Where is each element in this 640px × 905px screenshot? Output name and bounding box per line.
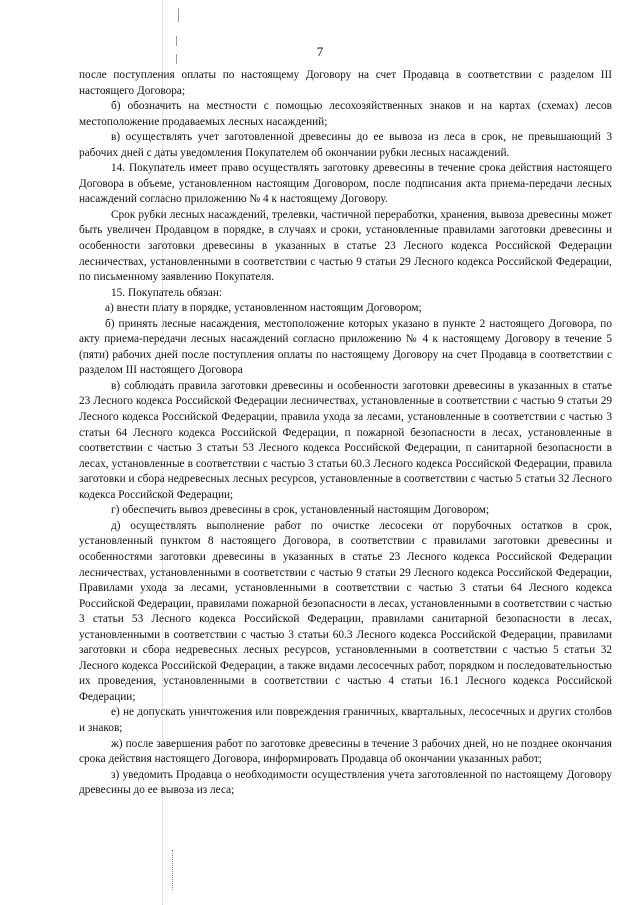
paragraph: е) не допускать уничтожения или повреждения граничных, квартальных, лесосечных и других столбов и знаков;: [79, 706, 612, 734]
document-body: [79, 68, 612, 799]
paragraph: ж) после завершения работ по заготовке древесины в течение 3 рабочих дней, но не позднее окончания срока действия настоящего Договора, информировать Продавца об окончании указанных работ;: [79, 737, 612, 766]
paragraph: б) принять лесные насаждения, местоположение которых указано в пункте 2 настоящего Договора, по акту приема-передачи лесных насаждений согласно приложению № 4 к настоящему Договору в течение 5 (пяти) рабочих дней после поступления оплаты по настоящему Договору на счет Продавца в соответствии с разделом III настоящего Договора: [79, 317, 612, 377]
paragraph: после поступления оплаты по настоящему Договору на счет Продавца в соответствии с разделом III настоящего Договора;: [79, 69, 612, 97]
paragraph: д) осуществлять выполнение работ по очистке лесосеки от порубочных остатков в срок, установленный пунктом 8 настоящего Договора, в соответствии с правилами заготовки древесины и особенностями заготовки древесины в указанных в статье 23 Лесного кодекса Российской Федерации лесничествах, установленными в соответствии с частью 9 статьи 29 Лесного кодекса Российской Федерации, Правилами ухода за лесами, установленными в соответствии с частью 3 статьи 64 Лесного кодекса Российской Федерации, правилами пожарной безопасности в лесах, установленными в соответствии с частью 3 статьи 53 Лесного кодекса Российской Федерации, правилами санитарной безопасности в лесах, установленными в соответствии с частью 3 статьи 60.3 Лесного кодекса Российской Федерации, правилами заготовки и сбора недревесных лесных ресурсов, установленными в соответствии с частью 5 статьи 32 Лесного кодекса Российской Федерации, а также видами лесосечных работ, порядком и последовательностью их проведения, установленными в соответствии с частью 4 статьи 16.1 Лесного кодекса Российской Федерации;: [79, 519, 612, 703]
paragraph: 15. Покупатель обязан:: [111, 286, 223, 299]
paragraph: б) обозначить на местности с помощью лесохозяйственных знаков и на картах (схемах) лесов местоположение продаваемых лесных насаждений;: [79, 100, 612, 128]
margin-mark: [172, 850, 175, 890]
paragraph: г) обеспечить вывоз древесины в срок, установленный настоящим Договором;: [111, 504, 490, 517]
paragraph: в) соблюдать правила заготовки древесины и особенности заготовки древесины в указанных в статье 23 Лесного кодекса Российской Федерации лесничествах, установленные в соответствии с частью 9 статьи 29 Лесного кодекса Российской Федерации, правила ухода за лесами, установленные в соответствии с частью 3 статьи 64 Лесного кодекса Российской Федерации, п пожарной безопасности в лесах, установленные в соответствии с частью 3 статьи 53 Лесного кодекса Российской Федерации, п санитарной безопасности в лесах, установленные в соответствии с частью 3 статьи 60.3 Лесного кодекса Российской Федерации, правила заготовки и сбора недревесных лесных ресурсов, установленные в соответствии с частью 5 статьи 32 Лесного кодекса Российской Федерации;: [79, 379, 612, 501]
page-number: 7: [316, 44, 324, 59]
paragraph: з) уведомить Продавца о необходимости осуществления учета заготовленной по настоящему Договору древесины до ее вывоза из леса;: [79, 768, 612, 797]
paragraph: а) внести плату в порядке, установленном настоящим Договором;: [105, 302, 422, 315]
paragraph: Срок рубки лесных насаждений, трелевки, частичной переработки, хранения, вывоза древесины может быть увеличен Продавцом в порядке, в случаях и сроки, установленные правилами заготовки древесины и особенности заготовки древесины в указанных в статье 23 Лесного кодекса Российской Федерации лесничествах, установленными в соответствии с частью 9 статьи 29 Лесного кодекса Российской Федерации, по письменному заявлению Покупателя.: [79, 208, 612, 284]
paragraph: в) осуществлять учет заготовленной древесины до ее вывоза из леса в срок, не превышающий 3 рабочих дней с даты уведомления Покупателем об окончании рубки лесных насаждений.: [79, 131, 612, 159]
margin-mark: [178, 8, 179, 22]
paragraph: 14. Покупатель имеет право осуществлять заготовку древесины в течение срока действия настоящего Договора в объеме, установленном настоящим Договором, после подписания акта приема-передачи лесных насаждений согласно приложению № 4 к настоящему Договору.: [79, 162, 612, 206]
